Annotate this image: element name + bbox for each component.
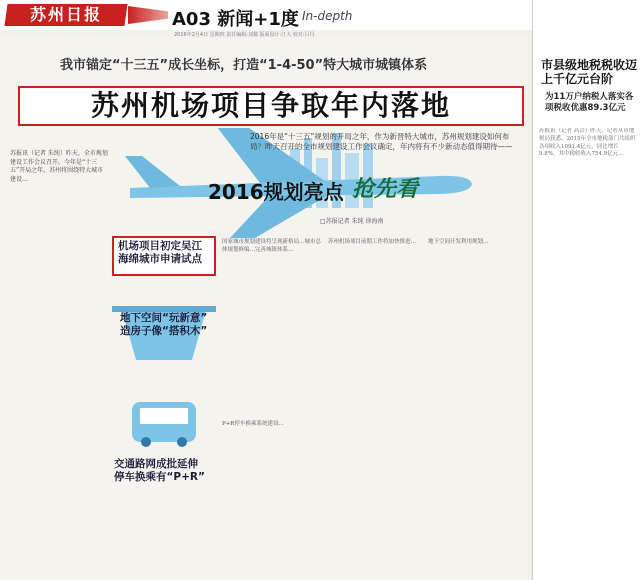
logo-flag-icon xyxy=(128,6,168,24)
kicker: 我市锚定“十三五”成长坐标，打造“1-4-50”特大城市城镇体系 xyxy=(60,58,428,73)
column-text-c: 地下空间开发利用规划… xyxy=(428,239,489,245)
page-number: A03 新闻+1度 xyxy=(172,9,299,30)
spotlight-accent: 抢先看 xyxy=(352,176,419,202)
newspaper-logo xyxy=(4,4,127,26)
sidebar-deck: 为11万户纳税人落实各项税收优惠89.3亿元 xyxy=(545,92,634,113)
column-text-b: 苏州机场项目前期工作将加快推进… xyxy=(328,239,417,245)
lead-paragraph: 2016年是“十三五”规划的开局之年，作为新晋特大城市，苏州规划建设如何布局？昨天召开的全市规划建设工作会议确定，年内将有不少新动态值得期待—— xyxy=(250,132,513,151)
panel-underground-text: 地下空间“玩新意” 造房子像“搭积木” xyxy=(120,312,208,337)
panel-airport-text: 机场项目初定吴江 海绵城市申请试点 xyxy=(118,240,202,265)
headline: 苏州机场项目争取年内落地 xyxy=(90,89,451,122)
panel-underground-label xyxy=(120,312,216,338)
bus-icon xyxy=(128,400,200,448)
dateline: 2016年2月4日 星期四 责任编辑:刘耀 版面设计:江大 校对:吕丹 xyxy=(174,32,315,38)
panel-transit-label xyxy=(114,458,214,484)
headline-box xyxy=(18,86,524,126)
column-text-d: P+R停车换乘系统建设… xyxy=(222,421,284,427)
sidebar-headline: 市县级地税税收迈上千亿元台阶 xyxy=(541,58,638,86)
byline: □苏报记者 朱纯 徐海南 xyxy=(320,218,384,225)
side-column-text: 苏报讯（记者 朱纯）昨天，全市规划建设工作会议召开。今年是“十三五”开局之年，苏州将围绕特大城市建设… xyxy=(10,150,108,183)
panel-transit-text: 交通路网成批延伸 停车换乘有“P+R” xyxy=(114,458,205,483)
logo-text: 苏州日报 xyxy=(29,5,102,24)
spotlight-title: 2016规划亮点 xyxy=(208,180,344,204)
sidebar xyxy=(532,0,640,580)
column-text-a: 国家城市规划建设将呈现新格局…城市总体规划修编…完善城镇体系… xyxy=(222,239,322,253)
section-subtitle: In-depth xyxy=(302,9,353,23)
sidebar-body: 苏报讯（记者 高岩）昨天，记者从市地税局获悉，2015年全市地税部门共组织各项收入1091.4亿元，同比增长9.8%，其中税收收入754.9亿元… xyxy=(539,128,636,158)
panel-airport-label xyxy=(112,236,216,276)
